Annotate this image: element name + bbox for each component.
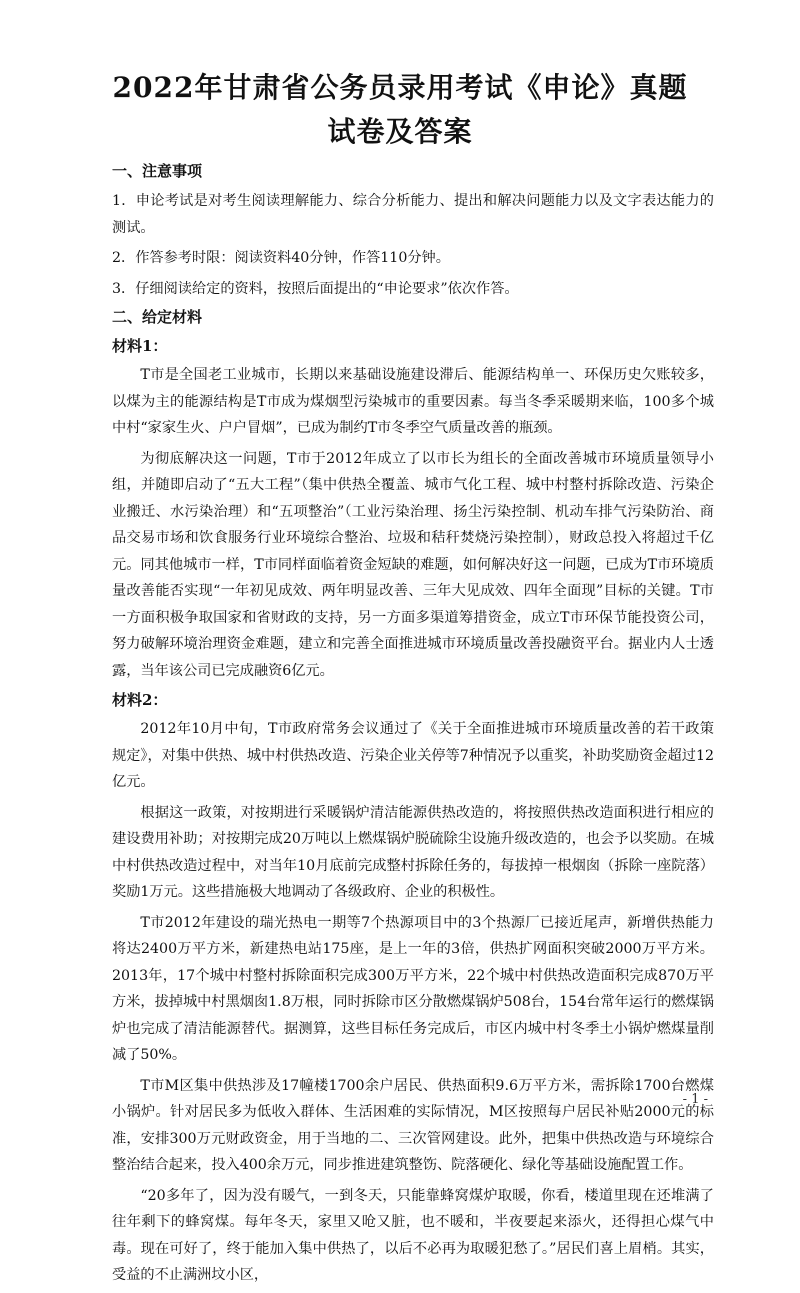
material2-paragraph: T市2012年建设的瑞光热电一期等7个热源项目中的3个热源厂已接近尾声，新增供热能力将达2400万平方米，新建热电站175座，是上一年的3倍，供热扩网面积突破2000万平方米。2013年，17个城中村整村拆除面积完成300万平方米，22个城中村供热改造面积完成870万平方米，拔掉城中村黑烟囱1.8万根，同时拆除市区分散燃煤锅炉508台，154台常年运行的燃煤锅炉也完成了清洁能源替代。据测算，这些目标任务完成后，市区内城中村冬季土小锅炉燃煤量削减了50%。 (112, 914, 714, 1063)
material2-heading: 材料2： (112, 691, 168, 709)
material1-paragraph: T市是全国老工业城市，长期以来基础设施建设滞后、能源结构单一、环保历史欠账较多，以煤为主的能源结构是T市成为煤烟型污染城市的重要因素。每当冬季采暖期来临，100多个城中村“家家生火、户户冒烟”，已成为制约T市冬季空气质量改善的瓶颈。 (112, 367, 714, 436)
note-item-3: 3．仔细阅读给定的资料，按照后面提出的“申论要求”依次作答。 (112, 280, 519, 297)
material2-paragraph: 2012年10月中旬，T市政府常务会议通过了《关于全面推进城市环境质量改善的若干政策规定》，对集中供热、城中村供热改造、污染企业关停等7种情况予以重奖，补助奖励资金超过12亿元。 (112, 721, 714, 790)
material2-paragraph: T市M区集中供热涉及17幢楼1700余户居民、供热面积9.6万平方米，需拆除1700台燃煤小锅炉。针对居民多为低收入群体、生活困难的实际情况，M区按照每户居民补贴2000元的标准，安排300万元财政资金，用于当地的二、三次管网建设。此外，把集中供热改造与环境综合整治结合起来，投入400余万元，同步推进建筑整饬、院落硬化、绿化等基础设施配置工作。 (112, 1077, 714, 1173)
page-number: - 1 - (682, 1092, 708, 1107)
document-title-line1: 2022年甘肃省公务员录用考试《申论》真题 (112, 71, 688, 104)
section-heading-notes: 一、注意事项 (112, 162, 203, 180)
note-item-1: 1．申论考试是对考生阅读理解能力、综合分析能力、提出和解决问题能力以及文字表达能力的测试。 (112, 193, 714, 236)
section-heading-materials: 二、给定材料 (112, 308, 203, 326)
material1-heading: 材料1： (112, 337, 168, 355)
material1-paragraph: 为彻底解决这一问题，T市于2012年成立了以市长为组长的全面改善城市环境质量领导小组，并随即启动了“五大工程”（集中供热全覆盖、城市气化工程、城中村整村拆除改造、污染企业搬迁、水污染治理）和“五项整治”（工业污染治理、扬尘污染控制、机动车排气污染防治、商品交易市场和饮食服务行业环境综合整治、垃圾和秸秆焚烧污染控制），财政总投入将超过千亿元。同其他城市一样，T市同样面临着资金短缺的难题，如何解决好这一问题，已成为T市环境质量改善能否实现“一年初见成效、两年明显改善、三年大见成效、四年全面现”目标的关键。T市一方面积极争取国家和省财政的支持，另一方面多渠道筹措资金，成立T市环保节能投资公司，努力破解环境治理资金难题，建立和完善全面推进城市环境质量改善投融资平台。据业内人士透露，当年该公司已完成融资6亿元。 (112, 450, 714, 679)
document-title-line2: 试卷及答案 (327, 115, 473, 148)
note-item-2: 2．作答参考时限：阅读资料40分钟，作答110分钟。 (112, 250, 450, 266)
document-body (112, 160, 714, 1293)
material2-paragraph: 根据这一政策，对按期进行采暖锅炉清洁能源供热改造的，将按照供热改造面积进行相应的建设费用补助；对按期完成20万吨以上燃煤锅炉脱硫除尘设施升级改造的，也会予以奖励。在城中村供热改造过程中，对当年10月底前完成整村拆除任务的，每拔掉一根烟囱（拆除一座院落）奖励1万元。这些措施极大地调动了各级政府、企业的积极性。 (112, 804, 714, 900)
material2-paragraph: “20多年了，因为没有暖气，一到冬天，只能靠蜂窝煤炉取暖，你看，楼道里现在还堆满了往年剩下的蜂窝煤。每年冬天，家里又呛又脏，也不暖和，半夜要起来添火，还得担心煤气中毒。现在可好了，终于能加入集中供热了，以后不必再为取暖犯愁了。”居民们喜上眉梢。其实，受益的不止满洲坟小区， (112, 1187, 714, 1283)
